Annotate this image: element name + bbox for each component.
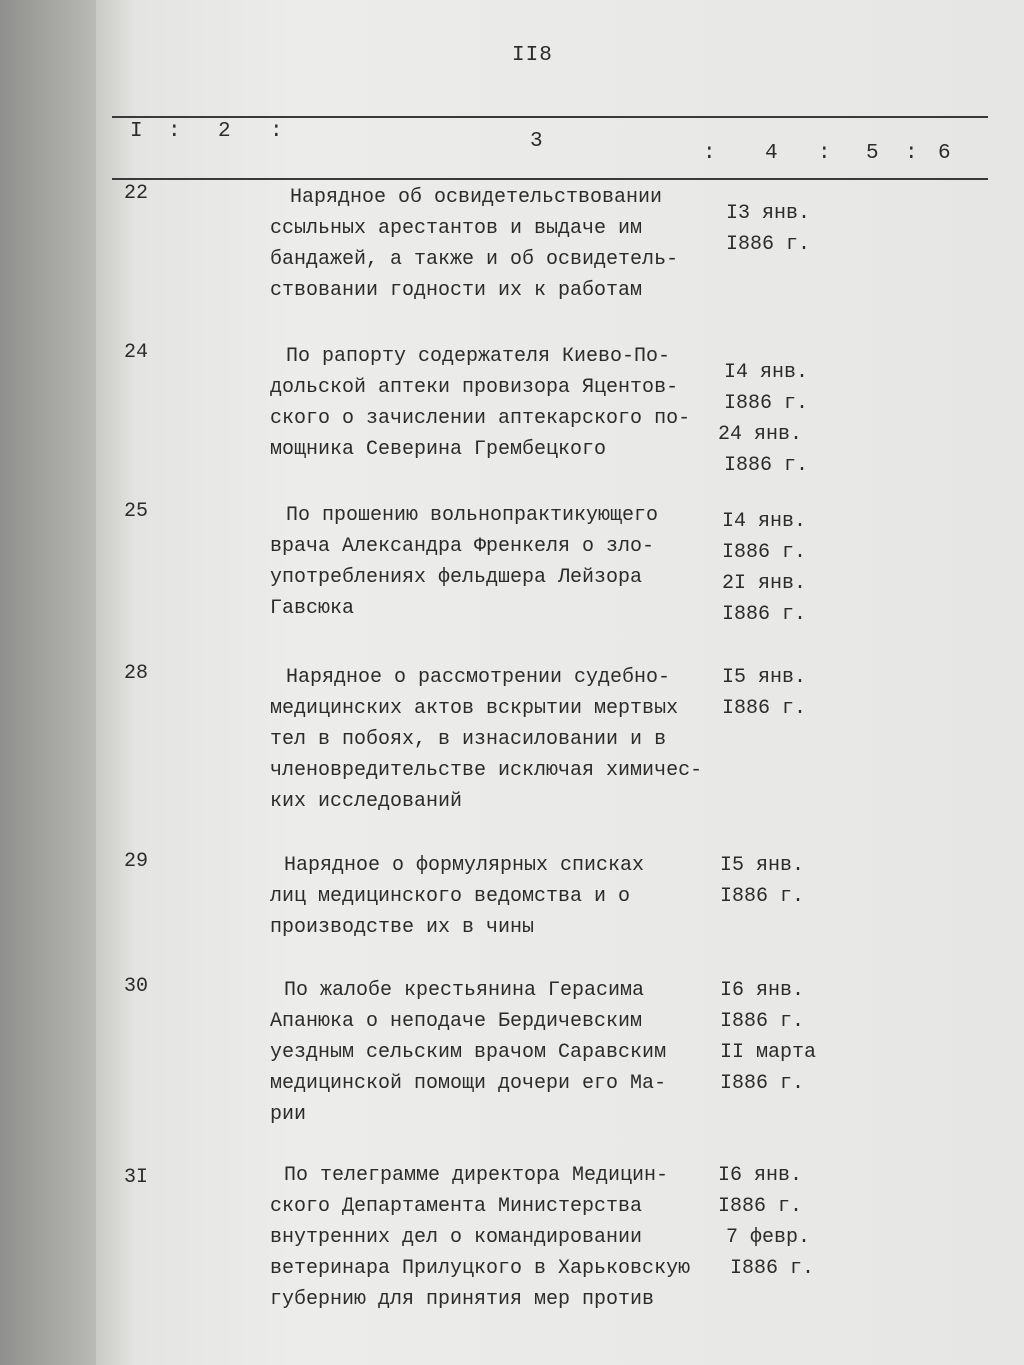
header-col-2: 2 — [218, 120, 231, 143]
entry-dates — [718, 662, 1018, 724]
description-line: тел в побоях, в изнасиловании и в — [270, 728, 667, 751]
entry-description — [270, 500, 740, 624]
header-separator: : — [905, 142, 918, 165]
description-line: ствовании годности их к работам — [270, 279, 643, 302]
date-line: I4 янв. — [722, 510, 807, 533]
entry-dates — [718, 850, 1018, 912]
date-line: 24 янв. — [718, 423, 803, 446]
date-line: I886 г. — [720, 885, 805, 908]
date-line: I886 г. — [720, 1072, 805, 1095]
description-line: По прошению вольнопрактикующего — [286, 504, 659, 527]
entry-number: 30 — [124, 975, 149, 998]
header-col-6: 6 — [938, 142, 951, 165]
date-line: I886 г. — [722, 603, 807, 626]
entry-description — [270, 662, 740, 817]
description-line: производстве их в чины — [270, 916, 535, 939]
description-line: По рапорту содержателя Киево-По- — [286, 345, 671, 368]
entry-dates — [718, 975, 1018, 1099]
description-line: Нарядное о рассмотрении судебно- — [286, 666, 671, 689]
entry-dates — [718, 506, 1018, 630]
description-line: ского Департамента Министерства — [270, 1195, 643, 1218]
entry-description — [270, 1160, 740, 1315]
date-line: I5 янв. — [720, 854, 805, 877]
date-line: I5 янв. — [722, 666, 807, 689]
entry-description — [270, 341, 740, 465]
date-line: 7 февр. — [726, 1226, 811, 1249]
description-line: уездным сельским врачом Саравским — [270, 1041, 667, 1064]
page-number: II8 — [512, 44, 553, 67]
date-line: I886 г. — [720, 1010, 805, 1033]
page-gutter — [0, 0, 96, 1365]
entry-description — [270, 975, 740, 1130]
description-line: мощника Северина Грембецкого — [270, 438, 607, 461]
date-line: I4 янв. — [724, 361, 809, 384]
header-separator: : — [818, 142, 831, 165]
date-line: I886 г. — [724, 392, 809, 415]
description-line: бандажей, а также и об освидетель- — [270, 248, 679, 271]
description-line: ких исследований — [270, 790, 463, 813]
description-line: Нарядное об освидетельствовании — [290, 186, 663, 209]
entry-dates — [718, 1160, 1018, 1284]
date-line: I886 г. — [722, 541, 807, 564]
date-line: I886 г. — [718, 1195, 803, 1218]
date-line: I886 г. — [726, 233, 811, 256]
description-line: По телеграмме директора Медицин- — [284, 1164, 669, 1187]
description-line: употреблениях фельдшера Лейзора — [270, 566, 643, 589]
date-line: I6 янв. — [718, 1164, 803, 1187]
description-line: рии — [270, 1103, 307, 1126]
description-line: ветеринара Прилуцкого в Харьковскую — [270, 1257, 691, 1280]
header-col-1: I — [130, 120, 143, 143]
date-line: I3 янв. — [726, 202, 811, 225]
entry-number: 28 — [124, 662, 149, 685]
header-separator: : — [168, 120, 181, 143]
entry-number: 22 — [124, 182, 149, 205]
description-line: ссыльных арестантов и выдаче им — [270, 217, 643, 240]
date-line: I886 г. — [722, 697, 807, 720]
description-line: губернию для принятия мер против — [270, 1288, 655, 1311]
table-header-top-rule — [112, 116, 988, 118]
entry-description — [270, 850, 740, 943]
table-header-bottom-rule — [112, 178, 988, 180]
date-line: I886 г. — [724, 454, 809, 477]
description-line: внутренних дел о командировании — [270, 1226, 643, 1249]
description-line: ского о зачислении аптекарского по- — [270, 407, 691, 430]
description-line: врача Александра Френкеля о зло- — [270, 535, 655, 558]
description-line: дольской аптеки провизора Яцентов- — [270, 376, 679, 399]
entry-number: 25 — [124, 500, 149, 523]
description-line: членовредительстве исключая химичес- — [270, 759, 703, 782]
description-line: Гавсюка — [270, 597, 355, 620]
description-line: По жалобе крестьянина Герасима — [284, 979, 645, 1002]
header-col-3: 3 — [530, 130, 543, 153]
header-col-4: 4 — [765, 142, 778, 165]
entry-number: 24 — [124, 341, 149, 364]
description-line: Нарядное о формулярных списках — [284, 854, 645, 877]
entry-dates — [718, 198, 1018, 260]
header-col-5: 5 — [866, 142, 879, 165]
description-line: медицинской помощи дочери его Ма- — [270, 1072, 667, 1095]
date-line: 2I янв. — [722, 572, 807, 595]
date-line: I886 г. — [730, 1257, 815, 1280]
date-line: II марта — [720, 1041, 817, 1064]
entry-number: 29 — [124, 850, 149, 873]
description-line: Апанюка о неподаче Бердичевским — [270, 1010, 643, 1033]
entry-description — [270, 182, 740, 306]
date-line: I6 янв. — [720, 979, 805, 1002]
header-separator: : — [703, 142, 716, 165]
description-line: лиц медицинского ведомства и о — [270, 885, 631, 908]
entry-dates — [718, 357, 1018, 481]
description-line: медицинских актов вскрытии мертвых — [270, 697, 679, 720]
header-separator: : — [270, 120, 283, 143]
entry-number: 3I — [124, 1166, 149, 1189]
